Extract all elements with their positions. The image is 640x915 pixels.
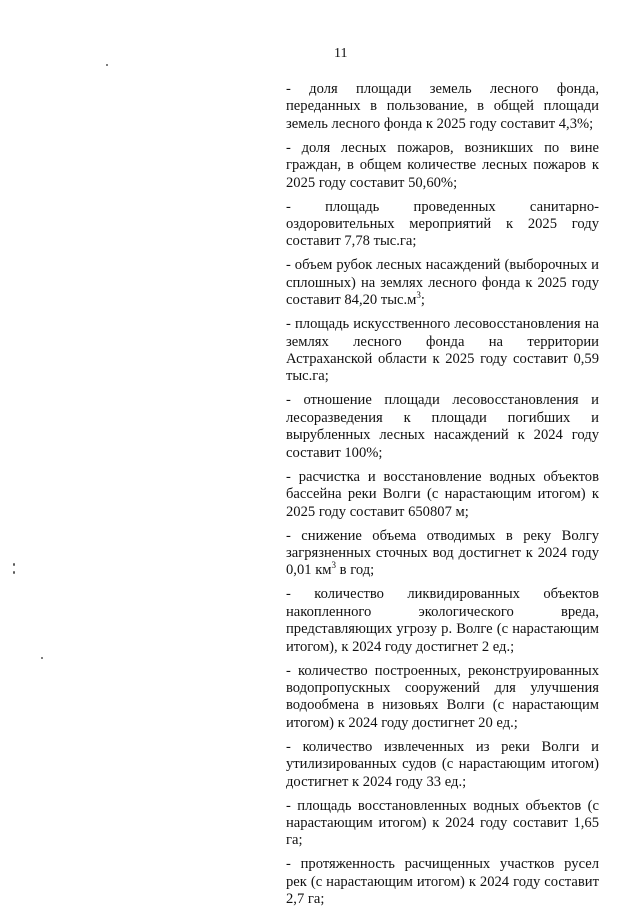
scan-speck bbox=[106, 64, 108, 66]
list-item bbox=[286, 257, 599, 309]
list-item: - доля лесных пожаров, возникших по вине граждан, в общем количестве лесных пожаров к 2025 году составит 50,60%; bbox=[286, 139, 599, 191]
scan-speck bbox=[41, 657, 43, 659]
list-item: - доля площади земель лесного фонда, переданных в пользование, в общей площади земель лесного фонда к 2025 году составит 4,3%; bbox=[286, 81, 599, 132]
list-item: - количество построенных, реконструированных водопропускных сооружений для улучшения водообмена в низовьях Волги (с нарастающим итогом) к 2024 году достигнет 20 ед.; bbox=[286, 662, 599, 731]
list-item-text: - снижение объема отводимых в реку Волгу загрязненных сточных вод достигнет к 2024 году 0,01 км bbox=[286, 527, 599, 579]
list-item: - количество ликвидированных объектов накопленного экологического вреда, представляющих угрозу р. Волге (с нарастающим итогом), к 2024 году достигнет 2 ед.; bbox=[286, 586, 599, 655]
scan-speck bbox=[13, 571, 15, 574]
list-item: - количество извлеченных из реки Волги и утилизированных судов (с нарастающим итогом) достигнет к 2024 году 33 ед.; bbox=[286, 738, 599, 790]
list-item-tail: в год; bbox=[336, 562, 375, 579]
list-item-tail: ; bbox=[420, 292, 425, 309]
list-item: - отношение площади лесовосстановления и лесоразведения к площади погибших и вырубленных лесных насаждений к 2024 году составит 100%; bbox=[286, 392, 599, 461]
list-item: - площадь искусственного лесовосстановления на землях лесного фонда на территории Астраханской области к 2025 году составит 0,59 тыс.га; bbox=[286, 316, 599, 385]
list-item-text: - объем рубок лесных насаждений (выборочных и сплошных) на землях лесного фонда к 2025 году составит 84,20 тыс.м bbox=[286, 257, 599, 309]
list-item bbox=[286, 528, 599, 580]
superscript: 3 bbox=[331, 560, 337, 571]
scan-speck bbox=[13, 563, 15, 566]
list-item: - площадь проведенных санитарно-оздоровительных мероприятий к 2025 году составит 7,78 тыс.га; bbox=[286, 198, 599, 250]
list-item: - расчистка и восстановление водных объектов бассейна реки Волги (с нарастающим итогом) к 2025 году составит 650807 м; bbox=[286, 468, 599, 520]
list-item: - протяженность расчищенных участков русел рек (с нарастающим итогом) к 2024 году составит 2,7 га; bbox=[286, 856, 599, 908]
superscript: 3 bbox=[416, 290, 421, 301]
document-body bbox=[286, 81, 599, 915]
list-item: - площадь восстановленных водных объектов (с нарастающим итогом) к 2024 году составит 1,65 га; bbox=[286, 797, 599, 849]
page-number: 11 bbox=[334, 46, 348, 61]
